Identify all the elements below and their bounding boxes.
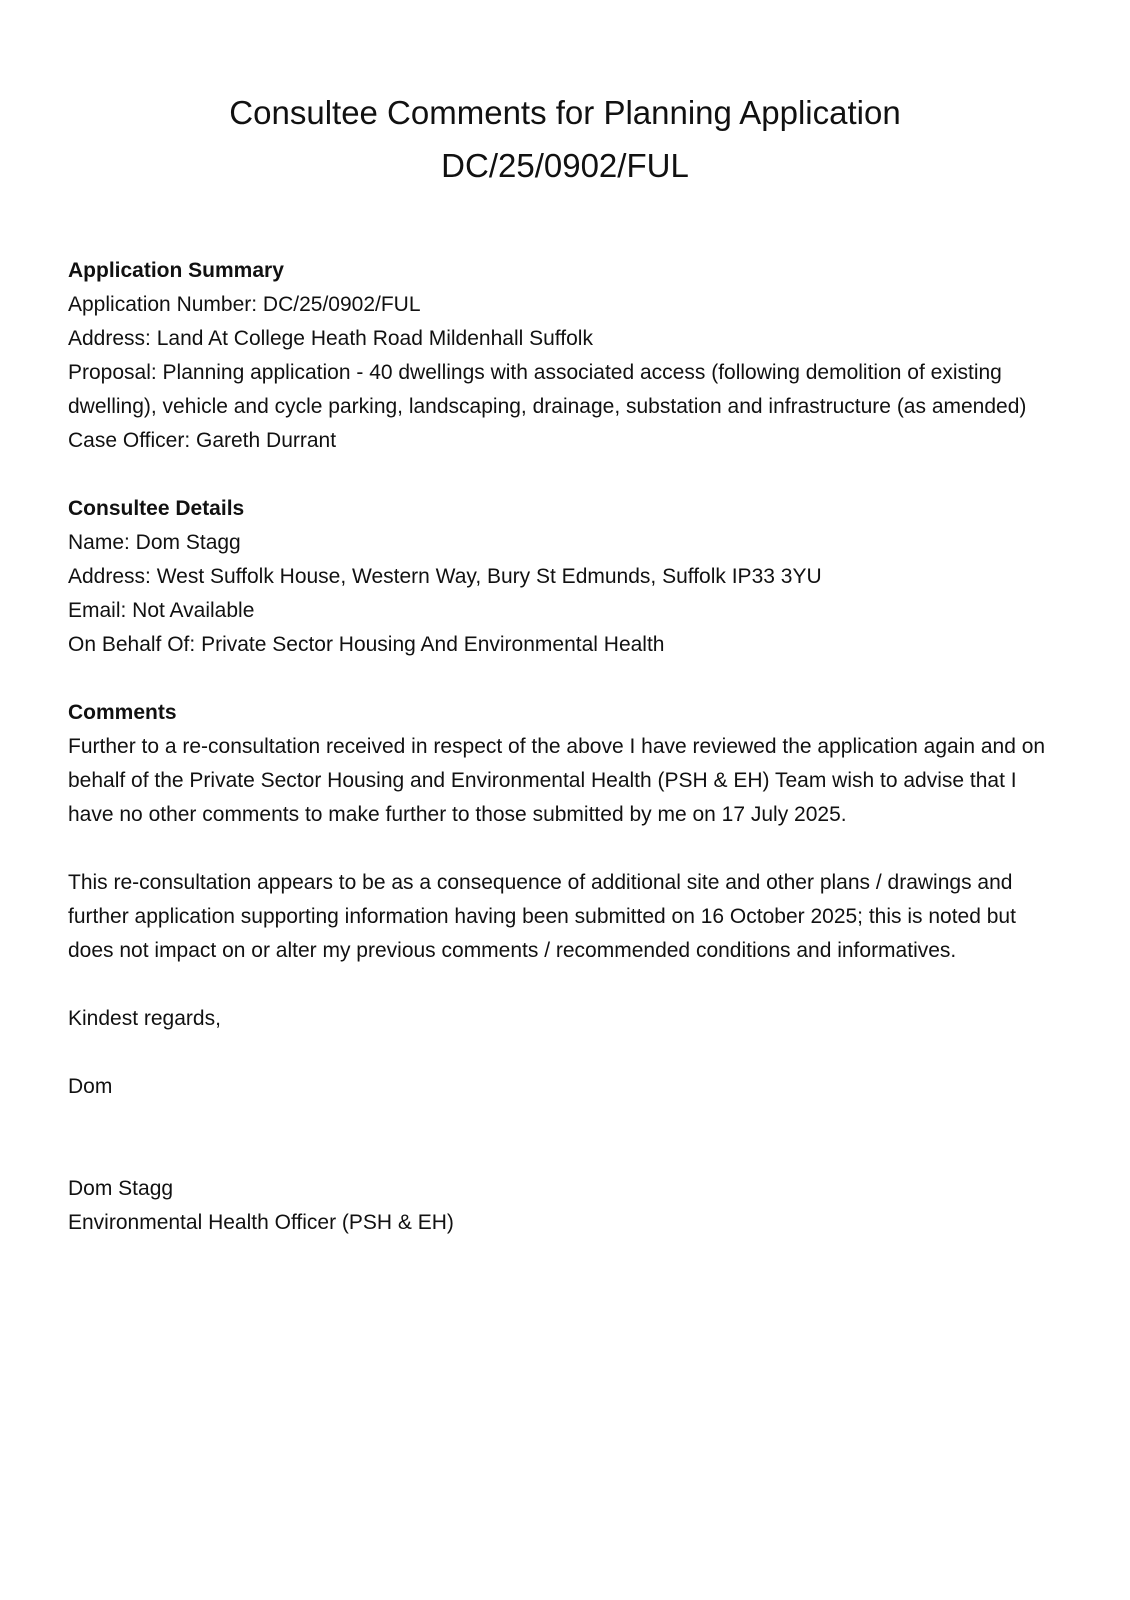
signature-spacer <box>68 1104 1062 1172</box>
application-number: Application Number: DC/25/0902/FUL <box>68 293 421 316</box>
comment-paragraph-1: Further to a re-consultation received in respect of the above I have reviewed the application again and on behalf of the Private Sector Housing and Environmental Health (PSH & EH) Team wish to advise that I have no other comments to make further to those submitted by me on 17 July 2025. <box>68 735 1046 826</box>
consultee-details-heading: Consultee Details <box>68 497 245 520</box>
consultee-on-behalf-of: On Behalf Of: Private Sector Housing And Environmental Health <box>68 633 665 656</box>
application-summary-section <box>68 254 1062 458</box>
title-line-2: DC/25/0902/FUL <box>441 147 689 184</box>
signatory-title: Environmental Health Officer (PSH & EH) <box>68 1211 454 1234</box>
consultee-email: Email: Not Available <box>68 599 255 622</box>
comments-heading: Comments <box>68 701 177 724</box>
consultee-name: Name: Dom Stagg <box>68 531 241 554</box>
title-line-1: Consultee Comments for Planning Application <box>229 94 901 131</box>
comment-short-sign: Dom <box>68 1075 113 1098</box>
page-title <box>68 0 1062 192</box>
consultee-details-section <box>68 492 1062 662</box>
consultee-address: Address: West Suffolk House, Western Way, Bury St Edmunds, Suffolk IP33 3YU <box>68 565 822 588</box>
comment-closing: Kindest regards, <box>68 1007 221 1030</box>
application-summary-heading: Application Summary <box>68 259 284 282</box>
comment-paragraph-2: This re-consultation appears to be as a consequence of additional site and other plans / drawings and further application supporting information having been submitted on 16 October 2025; this is noted but does not impact on or alter my previous comments / recommended conditions and informatives. <box>68 871 1016 962</box>
case-officer: Case Officer: Gareth Durrant <box>68 429 337 452</box>
application-proposal: Proposal: Planning application - 40 dwellings with associated access (following demolition of existing dwelling), vehicle and cycle parking, landscaping, drainage, substation and infrastructure (as amended) <box>68 361 1027 418</box>
signatory-name: Dom Stagg <box>68 1177 174 1200</box>
application-address: Address: Land At College Heath Road Mildenhall Suffolk <box>68 327 593 350</box>
comments-section <box>68 696 1062 1240</box>
